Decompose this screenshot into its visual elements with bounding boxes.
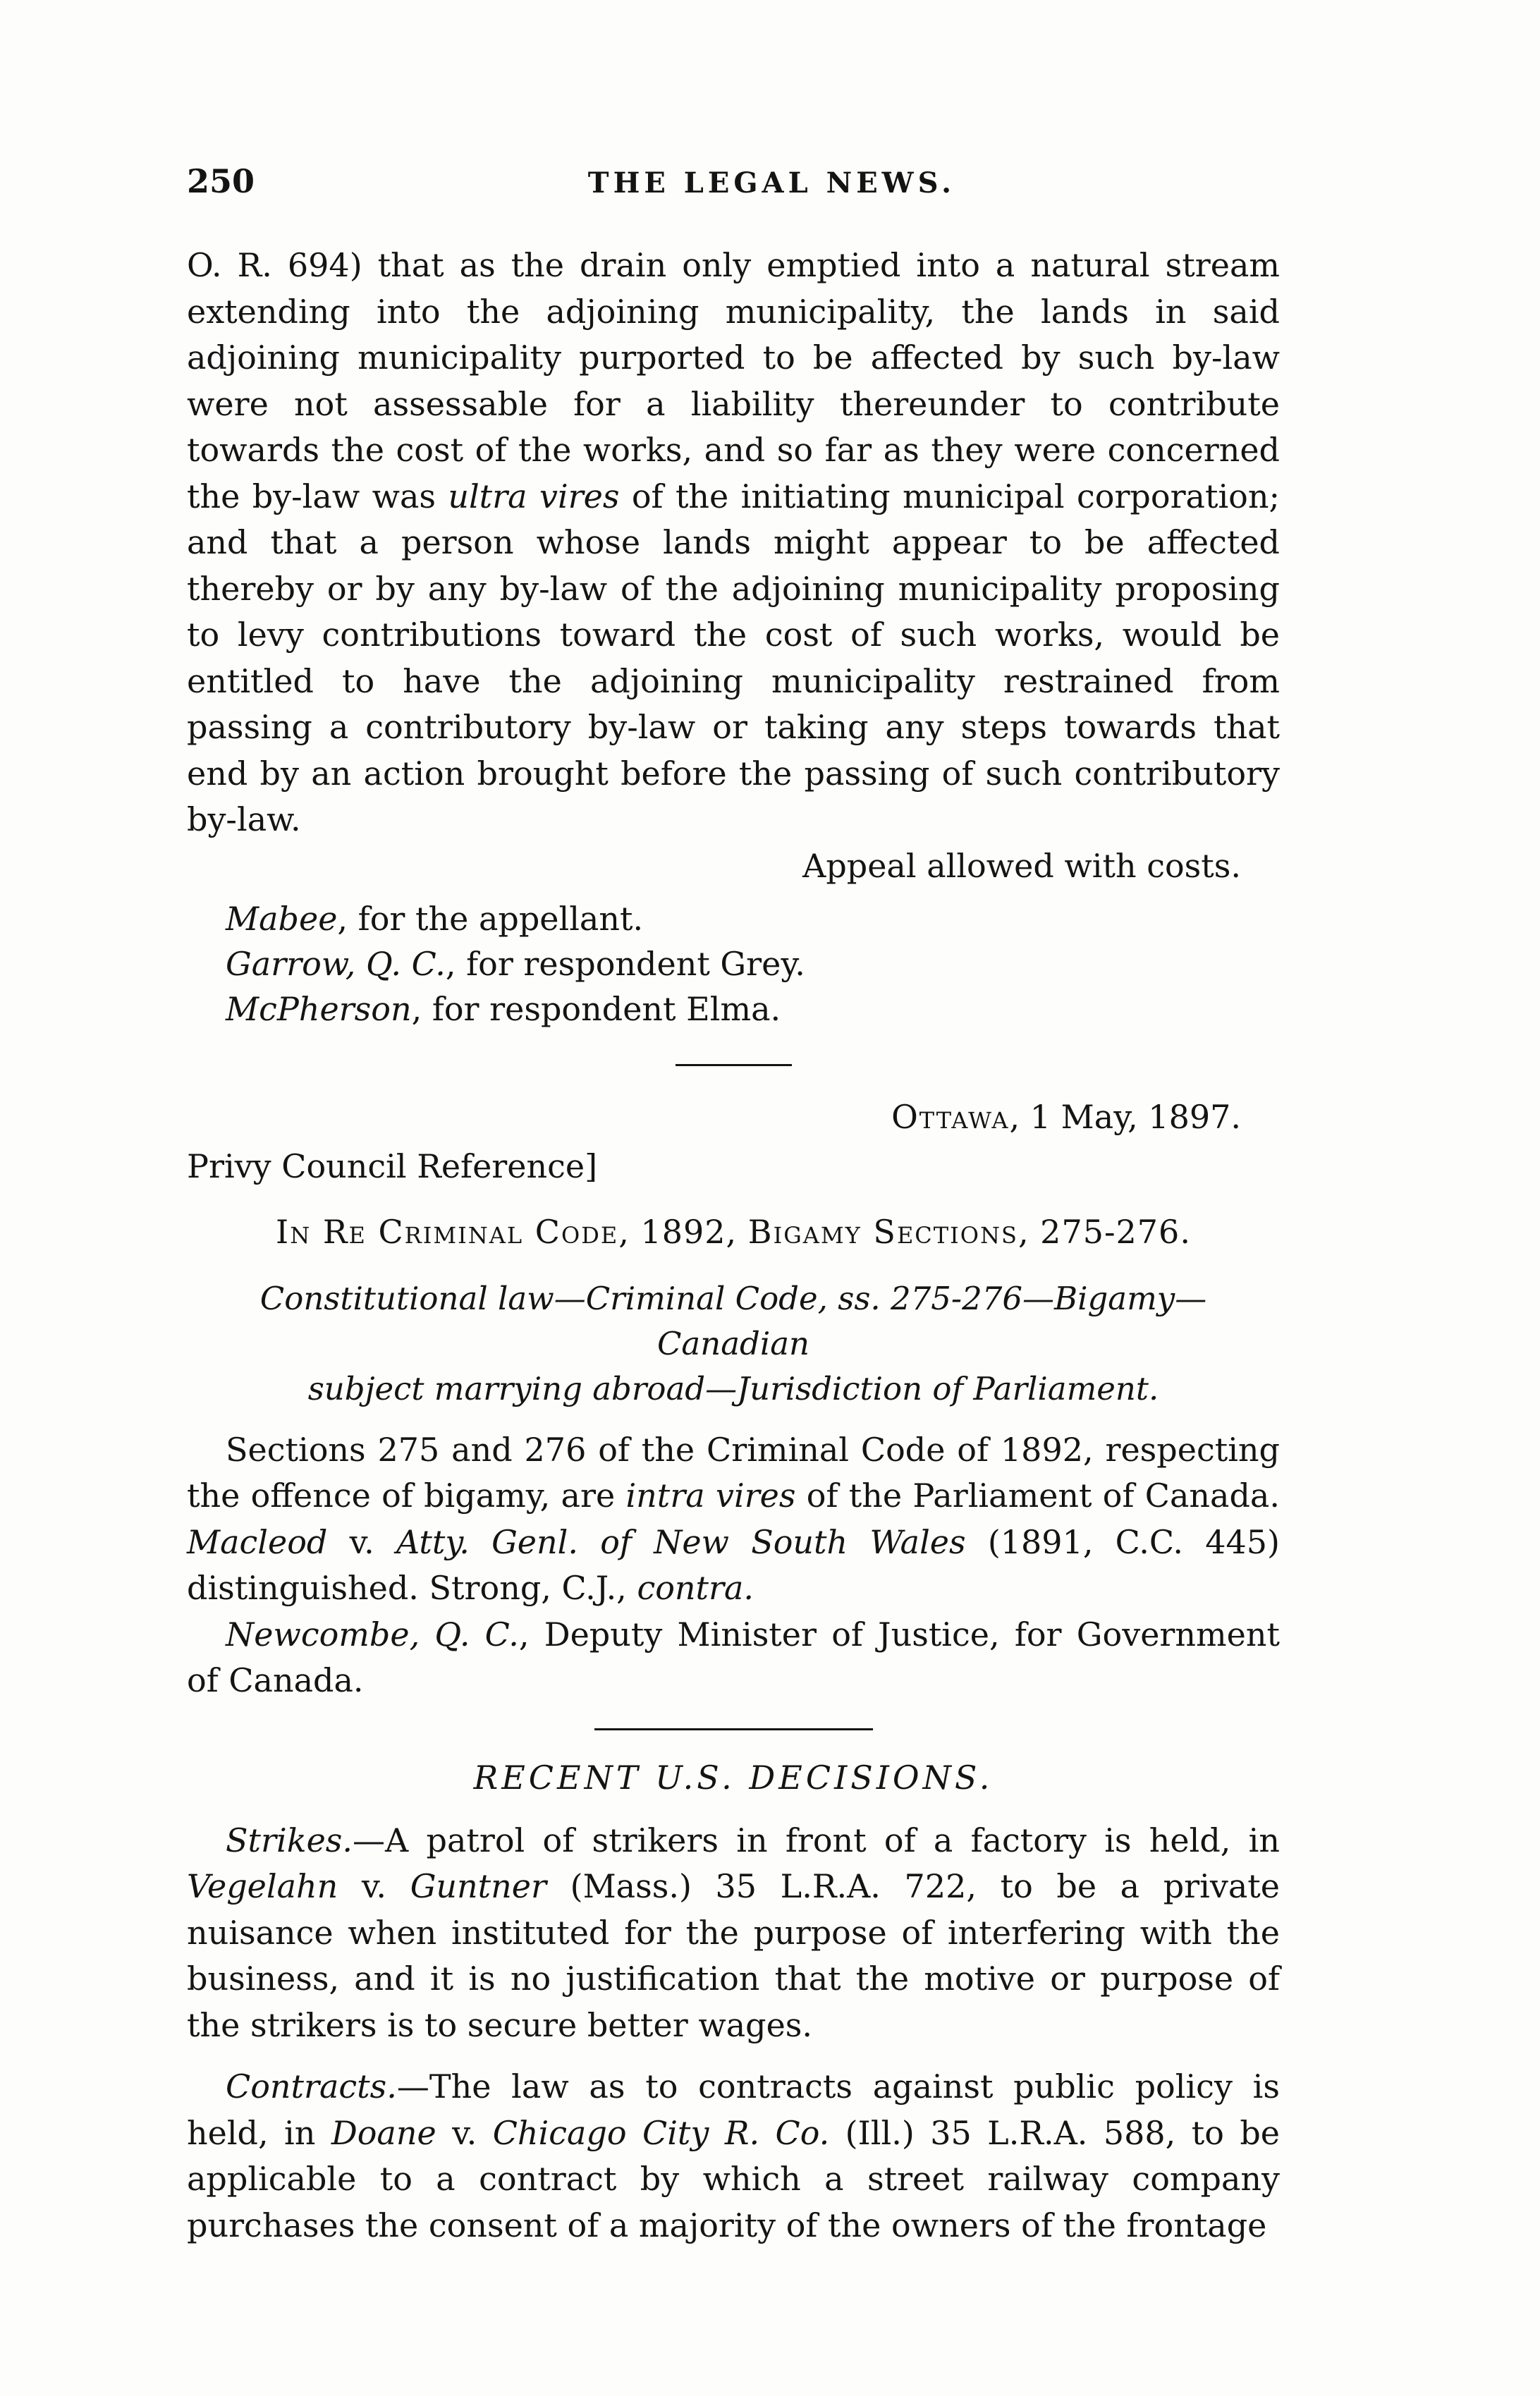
counsel-line: Mabee, for the appellant.: [226, 900, 644, 938]
strikes-paragraph: Strikes.—A patrol of strikers in front of a factory is held, in Vegelahn v. Guntner (Mass.) 35 L.R.A. 722, to be a private nuisance when instituted for the purpose of interfering with the business, and it is no justification that the motive or purpose of the strikers is to secure better wages.: [187, 1821, 1280, 2044]
court-reference: Privy Council Reference]: [187, 1147, 598, 1185]
case1-paragraph: O. R. 694) that as the drain only emptied into a natural stream extending into the adjoining municipality, the lands in said adjoining municipality purported to be affected by such by-law were not assessable for a liability thereunder to contribute towards the cost of the works, and so far as they were concerned the by-law was ultra vires of the initiating municipal corporation; and that a person whose lands might appear to be affected thereby or by any by-law of the adjoining municipality proposing to levy contributions toward the cost of such works, would be entitled to have the adjoining municipality restrained from passing a contributory by-law or taking any steps towards that end by an action brought before the passing of such contributory by-law.: [187, 246, 1280, 838]
page: [187, 162, 1280, 2249]
page-header: [187, 162, 1280, 219]
page-number: 250: [187, 162, 255, 200]
case-title: In Re Criminal Code, 1892, Bigamy Sections, 275-276.: [276, 1212, 1191, 1251]
running-head: THE LEGAL NEWS.: [587, 166, 955, 200]
contracts-paragraph: Contracts.—The law as to contracts against public policy is held, in Doane v. Chicago City R. Co. (Ill.) 35 L.R.A. 588, to be applicable to a contract by which a street railway company purchases the consent of a majority of the owners of the frontage: [187, 2067, 1280, 2244]
ultra-vires: ultra vires: [448, 477, 620, 515]
case1-disposition: Appeal allowed with costs.: [802, 846, 1241, 885]
section-divider: [594, 1728, 873, 1730]
counsel-line: McPherson, for respondent Elma.: [226, 990, 781, 1028]
case2-counsel: Newcombe, Q. C., Deputy Minister of Justice, for Government of Canada.: [187, 1615, 1280, 1699]
counsel-line: Garrow, Q. C., for respondent Grey.: [226, 945, 805, 983]
syllabus: Constitutional law—Criminal Code, ss. 275-276—Bigamy—Canadian subject marrying abroad—Jurisdiction of Parliament.: [259, 1279, 1207, 1407]
case2-holding: Sections 275 and 276 of the Criminal Code of 1892, respecting the offence of bigamy, are intra vires of the Parliament of Canada. Macleod v. Atty. Genl. of New South Wales (1891, C.C. 445) distinguished. Strong, C.J., contra.: [187, 1430, 1280, 1607]
section-divider: [676, 1064, 792, 1066]
dateline: Ottawa, 1 May, 1897.: [891, 1098, 1241, 1136]
section-title: RECENT U.S. DECISIONS.: [473, 1758, 994, 1797]
